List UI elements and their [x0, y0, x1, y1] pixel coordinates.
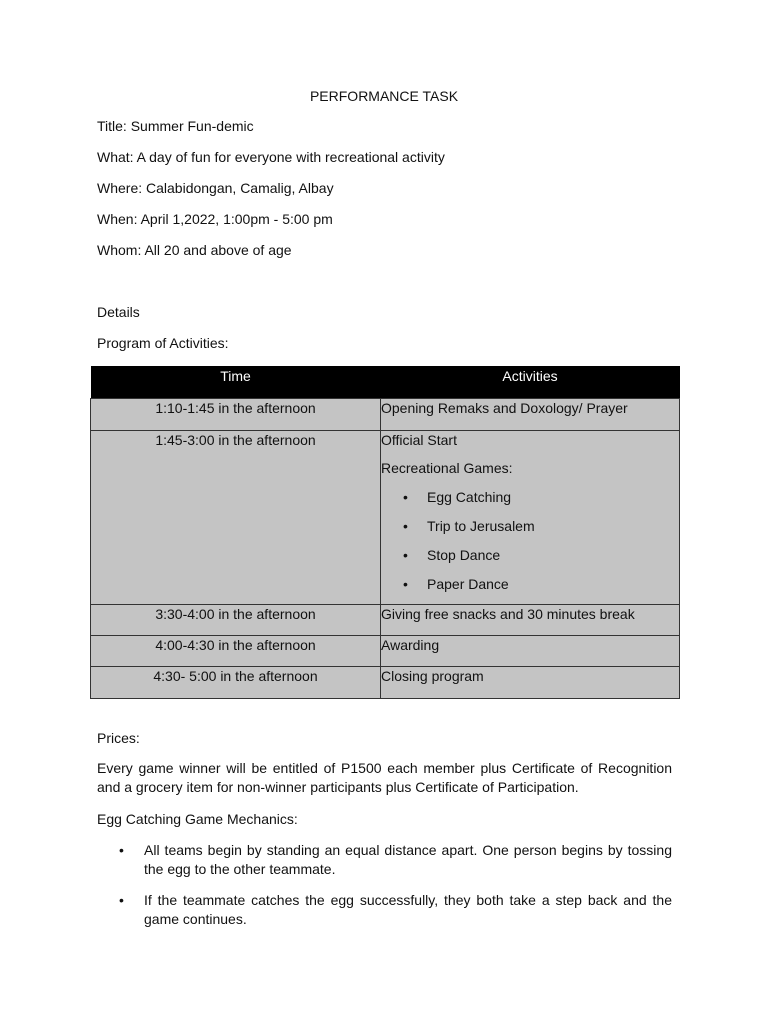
event-where: Where: Calabidongan, Camalig, Albay: [97, 180, 334, 196]
event-whom: Whom: All 20 and above of age: [97, 242, 292, 258]
recreational-games-label: Recreational Games:: [381, 460, 513, 476]
row-time: 3:30-4:00 in the afternoon: [91, 605, 381, 636]
row-activity: Giving free snacks and 30 minutes break: [381, 605, 680, 636]
row-activity: Awarding: [381, 636, 680, 667]
mechanics-list: [97, 841, 672, 929]
row-time: 1:45-3:00 in the afternoon: [91, 431, 381, 605]
table-header-row: [91, 366, 680, 399]
prices-heading: [97, 729, 140, 747]
event-title: Title: Summer Fun-demic: [97, 118, 254, 134]
list-item: • Paper Dance: [381, 575, 679, 593]
list-item: • Egg Catching: [381, 488, 679, 506]
header-time: Time: [91, 366, 381, 399]
event-what: What: A day of fun for everyone with recreational activity: [97, 149, 445, 165]
list-item: • Stop Dance: [381, 546, 679, 564]
event-when: When: April 1,2022, 1:00pm - 5:00 pm: [97, 211, 333, 227]
table-row: [91, 605, 680, 636]
list-item: • Trip to Jerusalem: [381, 517, 679, 535]
header-activities: Activities: [381, 366, 680, 399]
row-time: 4:00-4:30 in the afternoon: [91, 636, 381, 667]
page-heading: PERFORMANCE TASK: [309, 88, 459, 104]
table-row: [91, 399, 680, 431]
table-row: [91, 431, 680, 605]
details-label: Details: [97, 304, 140, 320]
mechanics-item: • If the teammate catches the egg successfully, they both take a step back and the game continues.: [97, 891, 672, 929]
prices-label: Prices: [97, 730, 136, 746]
table-row: [91, 667, 680, 699]
program-label: Program of Activities:: [97, 335, 229, 351]
mechanics-label: Egg Catching Game Mechanics:: [97, 811, 298, 827]
row-activity-games: [381, 431, 680, 605]
row-activity: Opening Remaks and Doxology/ Prayer: [381, 399, 680, 431]
row-activity: Official Start: [381, 432, 457, 448]
games-list: [381, 488, 679, 593]
prices-colon: :: [135, 730, 140, 746]
row-time: 1:10-1:45 in the afternoon: [91, 399, 381, 431]
mechanics-item: • All teams begin by standing an equal distance apart. One person begins by tossing the egg to the other teammate.: [97, 841, 672, 879]
program-table: [90, 366, 680, 699]
row-time: 4:30- 5:00 in the afternoon: [91, 667, 381, 699]
table-row: [91, 636, 680, 667]
row-activity: Closing program: [381, 667, 680, 699]
prices-paragraph: Every game winner will be entitled of P1500 each member plus Certificate of Recognition and a grocery item for non-winner participants plus Certificate of Participation.: [97, 760, 672, 795]
